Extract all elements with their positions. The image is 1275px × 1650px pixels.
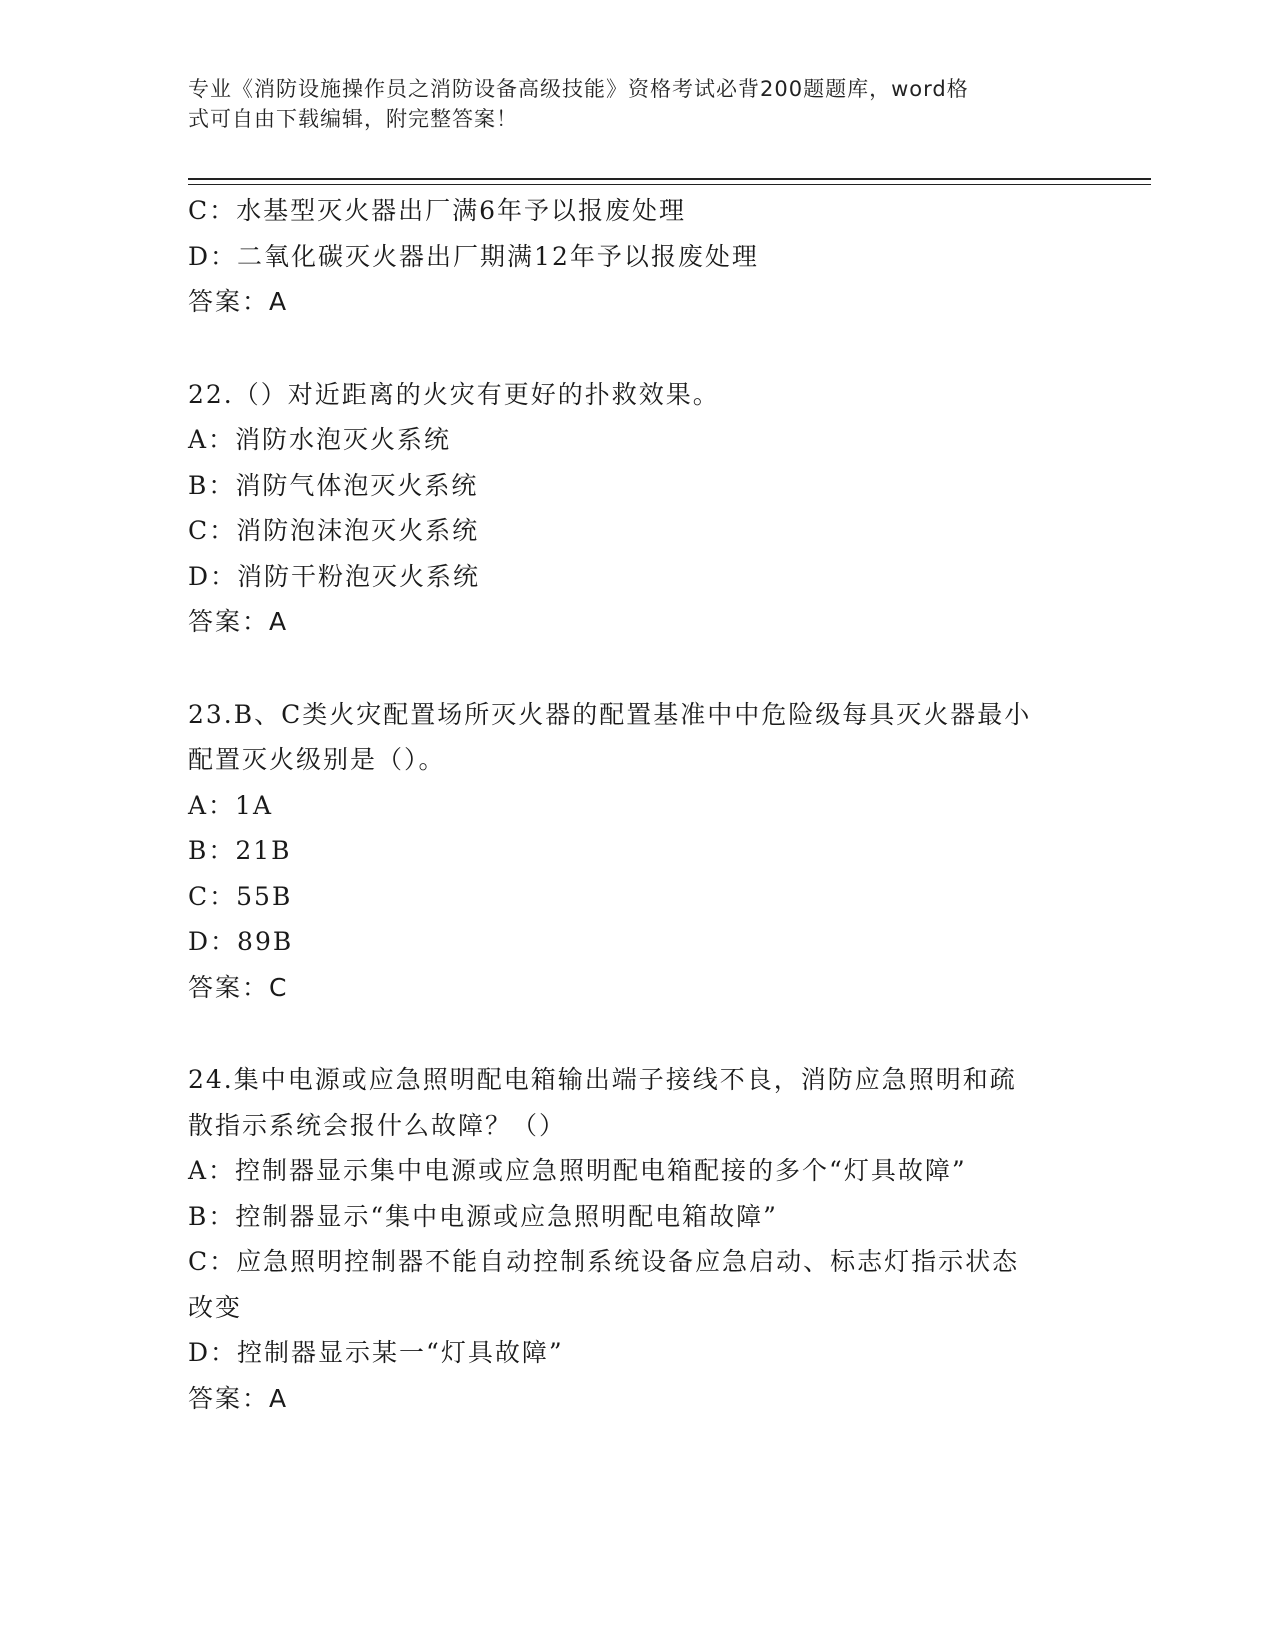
question-stem-line-2: 散指示系统会报什么故障？（）: [188, 1110, 567, 1140]
question-24: [188, 1057, 1088, 1421]
option-d: D：二氧化碳灭火器出厂期满12年予以报废处理: [188, 241, 759, 271]
option-c-line-2: 改变: [188, 1292, 243, 1322]
answer: 答案：C: [188, 972, 289, 1002]
header-rule-thick: [188, 178, 1151, 180]
option-d: D：89B: [188, 927, 294, 956]
header-line-1: 专业《消防设施操作员之消防设备高级技能》资格考试必背200题题库，word格: [188, 77, 969, 101]
answer: 答案：A: [188, 1383, 289, 1413]
option-c: C：消防泡沫泡灭火系统: [188, 516, 480, 545]
question-stem: 22.（）对近距离的火灾有更好的扑救效果。: [188, 379, 720, 409]
option-d: D：消防干粉泡灭火系统: [188, 561, 481, 591]
option-a: A：控制器显示集中电源或应急照明配电箱配接的多个“灯具故障”: [188, 1156, 967, 1185]
option-c: C：水基型灭火器出厂满6年予以报废处理: [188, 196, 687, 225]
question-stem-line-1: 23.B、C类火灾配置场所灭火器的配置基准中中危险级每具灭火器最小: [188, 699, 1032, 729]
option-b: B：消防气体泡灭火系统: [188, 470, 479, 500]
document-header: [188, 74, 1068, 134]
question-list: [188, 188, 1088, 1421]
option-b: B：21B: [188, 836, 292, 865]
header-rule-thin: [188, 184, 1151, 185]
question-23: [188, 692, 1088, 1011]
question-stem-line-1: 24.集中电源或应急照明配电箱输出端子接线不良，消防应急照明和疏: [188, 1065, 1017, 1094]
option-c-line-1: C：应急照明控制器不能自动控制系统设备应急启动、标志灯指示状态: [188, 1247, 1020, 1276]
question-22: [188, 372, 1088, 645]
option-d: D：控制器显示某一“灯具故障”: [188, 1338, 564, 1367]
option-c: C：55B: [188, 881, 293, 911]
question-stem-line-2: 配置灭火级别是（）。: [188, 745, 446, 774]
answer: 答案：A: [188, 287, 289, 316]
option-a: A：1A: [188, 790, 274, 820]
option-b: B：控制器显示“集中电源或应急照明配电箱故障”: [188, 1201, 778, 1231]
header-line-2: 式可自由下载编辑，附完整答案！: [188, 107, 518, 131]
option-a: A：消防水泡灭火系统: [188, 425, 452, 454]
answer: 答案：A: [188, 607, 289, 636]
question-21-tail: [188, 188, 1088, 325]
